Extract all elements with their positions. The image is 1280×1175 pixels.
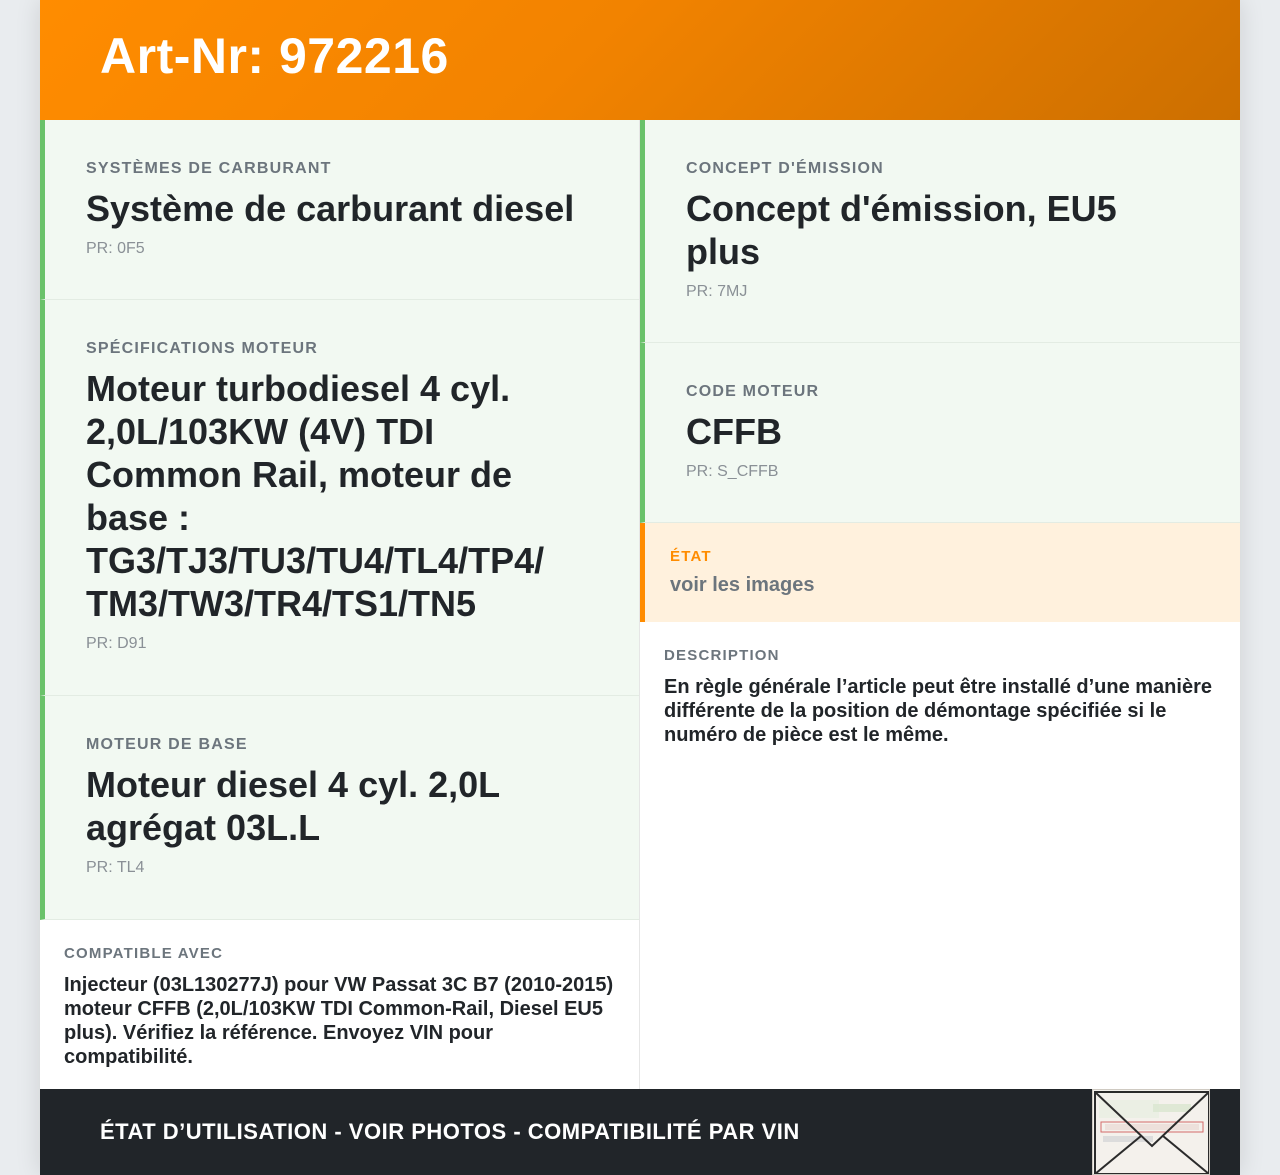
header <box>40 0 1240 120</box>
thumbnail-image[interactable] <box>1092 1089 1210 1175</box>
spec-value: Moteur diesel 4 cyl. 2,0L agrégat 03L.L <box>86 764 500 848</box>
spec-base-engine <box>40 696 639 920</box>
compatible-text: Injecteur (03L130277J) pour VW Passat 3C B7 (2010-2015) moteur CFFB (2,0L/103KW TDI Common-Rail, Diesel EU5 plus). Vérifiez la référence. Envoyez VIN pour compatibilité. <box>64 974 614 1068</box>
compatible-label: COMPATIBLE AVEC <box>64 945 224 962</box>
footer-bar <box>40 1089 1240 1175</box>
spec-pr-code: PR: 0F5 <box>86 240 145 257</box>
spec-label: SPÉCIFICATIONS MOTEUR <box>86 340 319 357</box>
description-label: DESCRIPTION <box>664 647 780 664</box>
condition-label: ÉTAT <box>670 548 712 565</box>
left-column <box>40 120 640 1089</box>
page-title: Art-Nr: 972216 <box>100 28 449 84</box>
spec-engine-code <box>640 343 1240 523</box>
envelope-icon <box>1093 1090 1210 1175</box>
condition-value: voir les images <box>670 574 815 596</box>
content-columns <box>40 120 1240 1089</box>
spec-value: Concept d'émission, EU5 plus <box>686 188 1117 272</box>
condition-block <box>640 523 1240 622</box>
spec-pr-code: PR: TL4 <box>86 859 145 876</box>
product-sheet <box>40 0 1240 1175</box>
spec-value: Moteur turbodiesel 4 cyl. 2,0L/103KW (4V) TDI Common Rail, moteur de base : TG3/TJ3/TU3/TU4/TL4/TP4/ TM3/TW3/TR4/TS1/TN5 <box>86 368 545 624</box>
compatible-block <box>40 920 639 1069</box>
spec-pr-code: PR: D91 <box>86 635 147 652</box>
spec-label: CODE MOTEUR <box>686 383 820 400</box>
spec-fuel-system <box>40 120 639 300</box>
spec-pr-code: PR: S_CFFB <box>686 463 779 480</box>
spec-label: SYSTÈMES DE CARBURANT <box>86 160 332 177</box>
footer-text: ÉTAT D’UTILISATION - VOIR PHOTOS - COMPATIBILITÉ PAR VIN <box>100 1119 800 1144</box>
spec-emission <box>640 120 1240 343</box>
spec-pr-code: PR: 7MJ <box>686 283 748 300</box>
spec-value: CFFB <box>686 411 782 452</box>
spec-label: CONCEPT D'ÉMISSION <box>686 160 884 177</box>
spec-engine <box>40 300 639 696</box>
right-column <box>640 120 1240 1089</box>
description-text: En règle générale l’article peut être installé d’une manière différente de la position de démontage spécifiée si le numéro de pièce est le même. <box>664 676 1212 746</box>
description-block <box>640 622 1240 747</box>
spec-value: Système de carburant diesel <box>86 188 575 229</box>
spec-label: MOTEUR DE BASE <box>86 736 248 753</box>
